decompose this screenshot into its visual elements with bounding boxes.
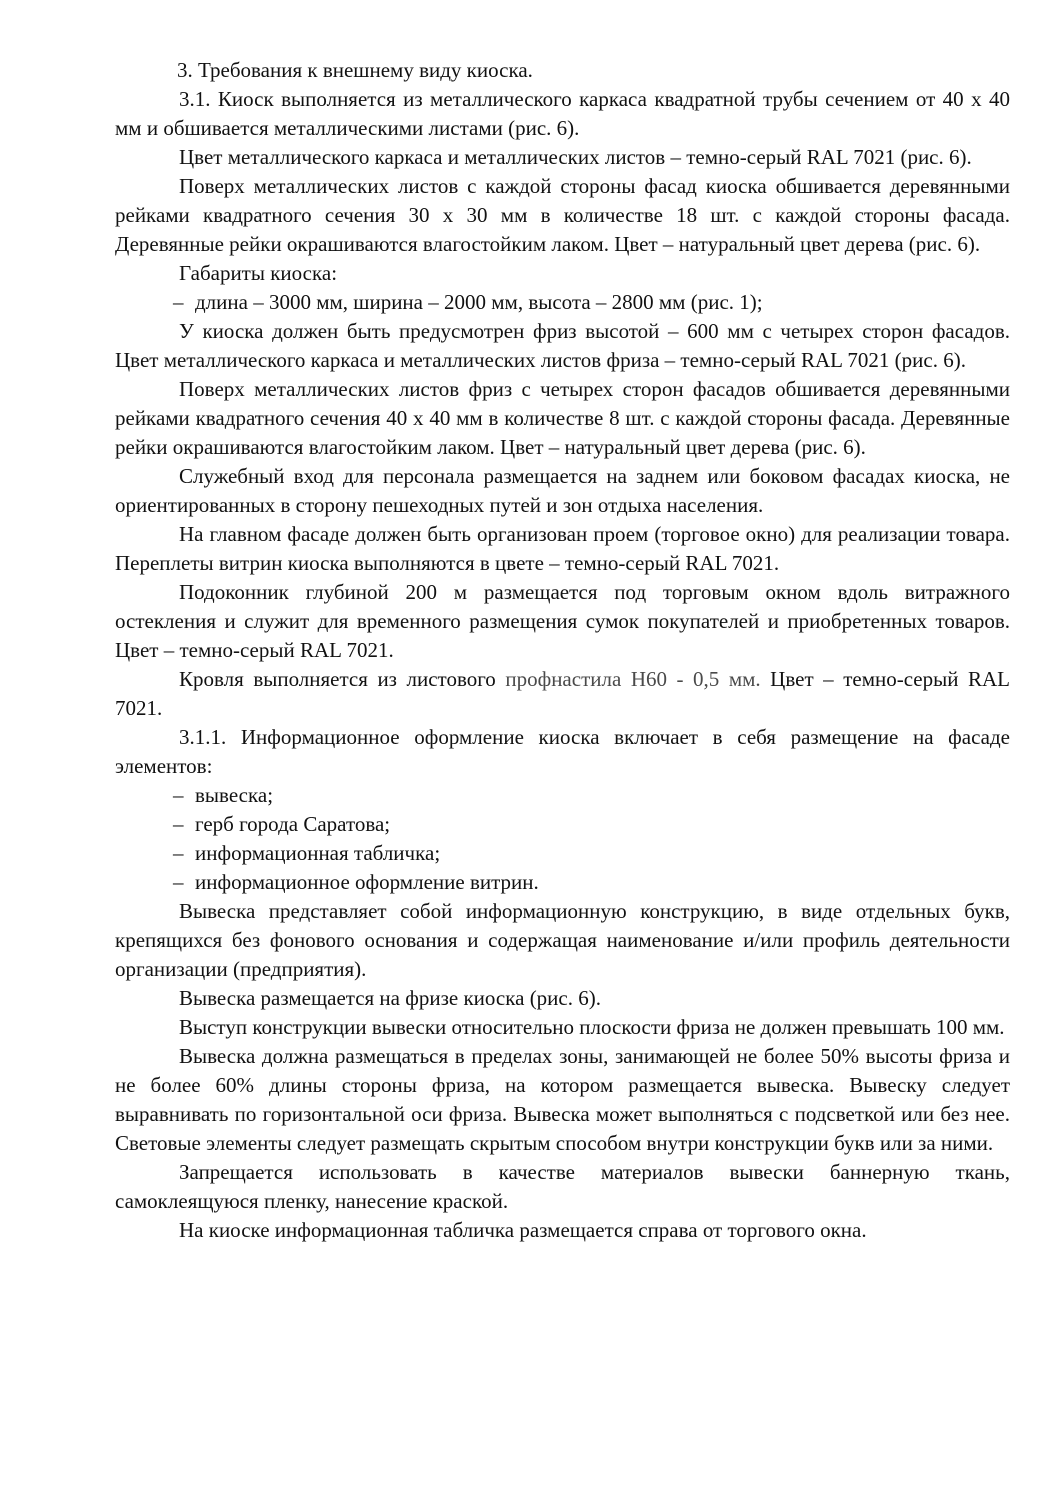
roof-material: профнастила Н60 - 0,5 мм. — [505, 667, 761, 691]
list-item-text: вывеска; — [195, 783, 274, 807]
list-item-text: герб города Саратова; — [195, 812, 391, 836]
dash-bullet: – — [173, 290, 184, 314]
paragraph-wooden-slats: Поверх металлических листов с каждой стороны фасад киоска обшивается деревянными рейками квадратного сечения 30 х 30 мм в количестве 18 шт. с каждой стороны фасада. Деревянные рейки окрашиваются влагостойким лаком. Цвет – натуральный цвет дерева (рис. 6). — [115, 174, 1010, 256]
paragraph-signboard-prohibited: Запрещается использовать в качестве материалов вывески баннерную ткань, самоклеящуюся пленку, нанесение краской. — [115, 1160, 1010, 1213]
paragraph-signboard-definition: Вывеска представляет собой информационную конструкцию, в виде отдельных букв, крепящихся без фонового основания и содержащая наименование и/или профиль деятельности организации (предприятия). — [115, 899, 1010, 981]
dash-bullet: – — [173, 783, 184, 807]
paragraph-signboard-protrusion: Выступ конструкции вывески относительно плоскости фриза не должен превышать 100 мм. — [179, 1015, 1005, 1039]
dash-bullet: – — [173, 870, 184, 894]
list-item-text: информационная табличка; — [195, 841, 441, 865]
list-item — [115, 839, 1010, 868]
dash-bullet: – — [173, 812, 184, 836]
list-item — [115, 810, 1010, 839]
dimensions-text: длина – 3000 мм, ширина – 2000 мм, высота – 2800 мм (рис. 1); — [195, 290, 763, 314]
paragraph-signboard-placement: Вывеска размещается на фризе киоска (рис. 6). — [179, 986, 601, 1010]
document-page — [115, 56, 1010, 1245]
roof-text-a: Кровля выполняется из листового — [179, 667, 506, 691]
paragraph-3-1-1: 3.1.1. Информационное оформление киоска включает в себя размещение на фасаде элементов: — [115, 725, 1010, 778]
paragraph-service-entrance: Служебный вход для персонала размещается на заднем или боковом фасадах киоска, не ориентированных в сторону пешеходных путей и зон отдыха населения. — [115, 464, 1010, 517]
paragraph-windowsill: Подоконник глубиной 200 м размещается под торговым окном вдоль витражного остекления и служит для временного размещения сумок покупателей и приобретенных товаров. Цвет – темно-серый RAL 7021. — [115, 580, 1010, 662]
roof-text-c: Цвет – темно-серый RAL 7021. — [115, 667, 1010, 720]
paragraph-signboard-zone: Вывеска должна размещаться в пределах зоны, занимающей не более 50% высоты фриза и не более 60% длины стороны фриза, на котором размещается вывеска. Вывеску следует выравнивать по горизонтальной оси фриза. Вывеска может выполняться с подсветкой или без нее. Световые элементы следует размещать скрытым способом внутри конструкции букв или за ними. — [115, 1044, 1010, 1155]
paragraph-roof — [115, 665, 1010, 723]
dash-bullet: – — [173, 841, 184, 865]
paragraph-3-1: 3.1. Киоск выполняется из металлического каркаса квадратной трубы сечением от 40 х 40 мм и обшивается металлическими листами (рис. 6). — [115, 87, 1010, 140]
section-heading: 3. Требования к внешнему виду киоска. — [177, 58, 533, 82]
paragraph-frieze-slats: Поверх металлических листов фриз с четырех сторон фасадов обшивается деревянными рейками квадратного сечения 40 х 40 мм в количестве 8 шт. с каждой стороны фасада. Деревянные рейки окрашиваются влагостойким лаком. Цвет – натуральный цвет дерева (рис. 6). — [115, 377, 1010, 459]
paragraph-info-plate: На киоске информационная табличка размещается справа от торгового окна. — [179, 1218, 867, 1242]
list-item — [115, 868, 1010, 897]
list-item-text: информационное оформление витрин. — [195, 870, 539, 894]
paragraph-main-facade: На главном фасаде должен быть организован проем (торговое окно) для реализации товара. Переплеты витрин киоска выполняются в цвете – темно-серый RAL 7021. — [115, 522, 1010, 575]
paragraph-frieze: У киоска должен быть предусмотрен фриз высотой – 600 мм с четырех сторон фасадов. Цвет металлического каркаса и металлических листов фриза – темно-серый RAL 7021 (рис. 6). — [115, 319, 1010, 372]
paragraph-dimensions-label: Габариты киоска: — [179, 261, 338, 285]
dimensions-list-item — [115, 288, 1010, 317]
list-item — [115, 781, 1010, 810]
paragraph-frame-color: Цвет металлического каркаса и металлических листов – темно-серый RAL 7021 (рис. 6). — [179, 145, 972, 169]
